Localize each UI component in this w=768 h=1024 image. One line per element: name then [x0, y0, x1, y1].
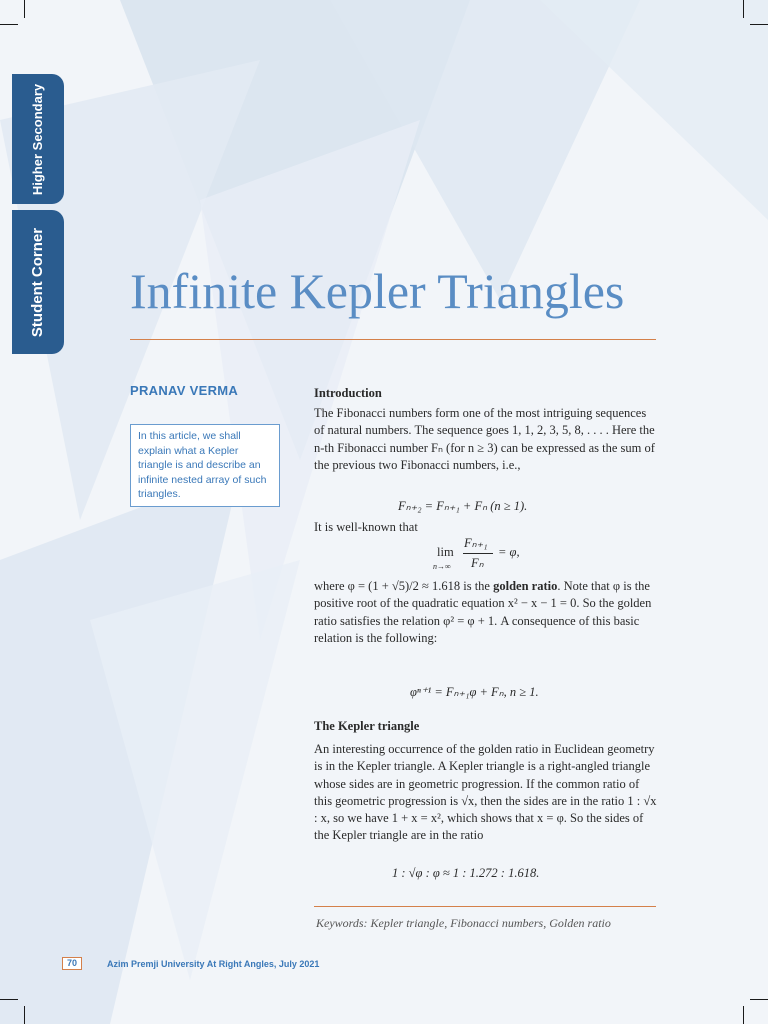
article-title: Infinite Kepler Triangles: [130, 263, 625, 319]
recurrence-equation: Fₙ₊₂ = Fₙ₊₁ + Fₙ (n ≥ 1).: [398, 499, 528, 513]
intro-paragraph: The Fibonacci numbers form one of the most intriguing sequences of natural numbers. The sequence goes 1, 1, 2, 3, 5, 8, . . . . Here the n-th Fibonacci number Fₙ (for n ≥ 3) can be expressed as the sum of the previous two Fibonacci numbers, i.e.,: [314, 406, 655, 472]
fraction-bar: [463, 553, 493, 554]
title-divider: [130, 339, 656, 340]
crop-mark: [750, 999, 768, 1000]
introduction-heading: Introduction: [314, 386, 382, 400]
limit-word: lim: [437, 545, 454, 559]
crop-mark: [750, 24, 768, 25]
fraction-numerator: Fₙ₊₁: [464, 536, 488, 550]
fraction-denominator: Fₙ: [471, 556, 484, 570]
crop-mark: [24, 1006, 25, 1024]
section-tab-label: Higher Secondary: [30, 83, 46, 195]
kepler-heading: The Kepler triangle: [314, 719, 420, 733]
crop-mark: [743, 1006, 744, 1024]
golden-ratio-paragraph: [314, 578, 659, 647]
crop-mark: [24, 0, 25, 18]
limit-intro-text: It is well-known that: [314, 520, 418, 534]
power-equation: φⁿ⁺¹ = Fₙ₊₁φ + Fₙ, n ≥ 1.: [410, 685, 539, 699]
golden-text-end: . Note that φ is the positive root of the quadratic equation x² − x − 1 = 0. So the golden ratio satisfies the relation φ² = φ + 1. A consequence of this basic relation is the following:: [314, 579, 652, 645]
limit-subscript: n→∞: [433, 562, 451, 571]
limit-result: = φ,: [498, 545, 520, 559]
journal-footer: Azim Premji University At Right Angles, July 2021: [107, 959, 320, 969]
section-tab: [12, 74, 64, 204]
golden-ratio-term: golden ratio: [493, 579, 558, 593]
golden-text-start: where φ = (1 + √5)/2 ≈ 1.618 is the: [314, 579, 494, 593]
ratio-equation: 1 : √φ : φ ≈ 1 : 1.272 : 1.618.: [392, 866, 540, 880]
crop-mark: [743, 0, 744, 18]
keywords-divider: [314, 906, 656, 907]
kepler-paragraph: An interesting occurrence of the golden ratio in Euclidean geometry is in the Kepler triangle. A Kepler triangle is a right-angled triangle whose sides are in geometric progression. If the common ratio of this geometric progression is √x, then the sides are in the ratio 1 : √x : x, so we have 1 + x = x², which shows that x = φ. So the sides of the Kepler triangle are in the ratio: [314, 742, 657, 843]
author-name: PRANAV VERMA: [130, 383, 239, 398]
corner-tab-label: Student Corner: [29, 227, 47, 337]
crop-mark: [0, 24, 18, 25]
corner-tab: [12, 210, 64, 354]
page-number: 70: [62, 957, 82, 970]
keywords-line: Keywords: Kepler triangle, Fibonacci numbers, Golden ratio: [316, 916, 611, 930]
abstract-box: In this article, we shall explain what a Kepler triangle is and describe an infinite nested array of such triangles.: [130, 424, 280, 507]
crop-mark: [0, 999, 18, 1000]
